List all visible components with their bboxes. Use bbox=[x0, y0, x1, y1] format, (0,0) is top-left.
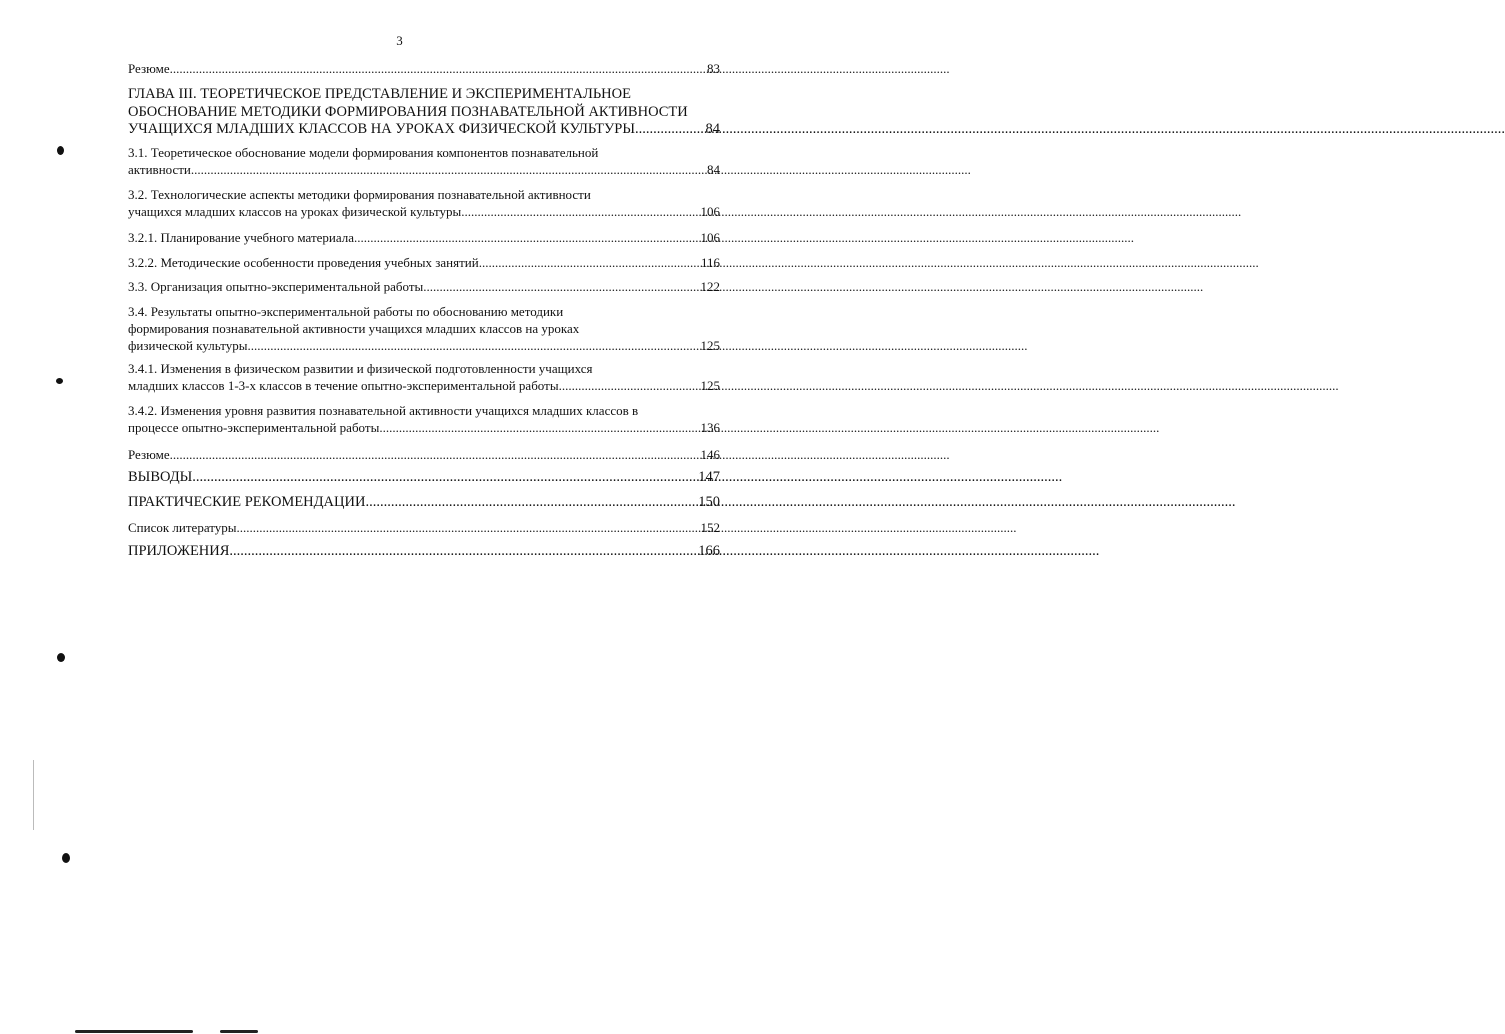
toc-entry-title: младших классов 1-3-х классов в течение опытно-экспериментальной работы bbox=[128, 378, 559, 393]
scan-speck bbox=[56, 378, 63, 384]
toc-entry-3-2[interactable] bbox=[128, 186, 720, 220]
toc-entry-title: ПРИЛОЖЕНИЯ bbox=[128, 543, 230, 559]
toc-entry-title: Резюме bbox=[128, 447, 170, 462]
toc-entry-chapter-3[interactable] bbox=[128, 86, 720, 139]
toc-entry-title: УЧАЩИХСЯ МЛАДШИХ КЛАССОВ НА УРОКАХ ФИЗИЧЕСКОЙ КУЛЬТУРЫ bbox=[128, 121, 635, 137]
toc-entry-recommendations[interactable] bbox=[128, 494, 720, 512]
toc-entry-summary-1[interactable] bbox=[128, 60, 720, 77]
scan-bottom-edge bbox=[75, 1030, 193, 1033]
toc-entry-title: активности bbox=[128, 162, 191, 177]
toc-entry-title: процессе опытно-экспериментальной работы bbox=[128, 420, 380, 435]
toc-entry-3-3[interactable] bbox=[128, 278, 720, 295]
scan-speck bbox=[62, 853, 70, 863]
leader-dots bbox=[365, 494, 698, 512]
toc-entry-line: формирования познавательной активности учащихся младших классов на уроках bbox=[128, 321, 580, 336]
toc-entry-summary-2[interactable] bbox=[128, 446, 720, 463]
leader-dots bbox=[479, 254, 701, 271]
leader-dots bbox=[229, 543, 698, 561]
toc-page-number: 136 bbox=[700, 420, 720, 435]
toc-entry-title: учащихся младших классов на уроках физической культуры bbox=[128, 204, 462, 219]
leader-dots bbox=[192, 469, 698, 487]
leader-dots bbox=[379, 419, 700, 436]
toc-entry-line: ОБОСНОВАНИЕ МЕТОДИКИ ФОРМИРОВАНИЯ ПОЗНАВАТЕЛЬНОЙ АКТИВНОСТИ bbox=[128, 103, 688, 120]
toc-page-number: 106 bbox=[700, 204, 720, 219]
toc-page-number: 116 bbox=[700, 255, 720, 270]
toc-entry-title: ПРАКТИЧЕСКИЕ РЕКОМЕНДАЦИИ bbox=[128, 494, 366, 510]
scan-speck bbox=[57, 653, 65, 662]
toc-entry-line: 3.2. Технологические аспекты методики формирования познавательной активности bbox=[128, 187, 591, 202]
toc-page-number: 146 bbox=[700, 447, 720, 462]
toc-entry-title: 3.3. Организация опытно-экспериментальной работы bbox=[128, 279, 424, 294]
leader-dots bbox=[170, 446, 701, 463]
scan-edge-line bbox=[33, 760, 34, 830]
leader-dots bbox=[191, 161, 707, 178]
toc-page-number: 106 bbox=[700, 230, 720, 245]
toc-entry-3-4[interactable] bbox=[128, 303, 720, 354]
toc-entry-line: 3.4.2. Изменения уровня развития познавательной активности учащихся младших классов в bbox=[128, 403, 639, 418]
toc-entry-appendices[interactable] bbox=[128, 543, 720, 561]
toc-entry-line: 3.4. Результаты опытно-экспериментальной работы по обоснованию методики bbox=[128, 304, 564, 319]
page-number: 3 bbox=[396, 33, 403, 48]
toc-page-number: 84 bbox=[705, 121, 720, 137]
toc-entry-line: ГЛАВА III. ТЕОРЕТИЧЕСКОЕ ПРЕДСТАВЛЕНИЕ И ЭКСПЕРИМЕНТАЛЬНОЕ bbox=[128, 86, 631, 102]
leader-dots bbox=[170, 60, 707, 77]
toc-page-number: 122 bbox=[700, 279, 720, 294]
toc-entry-title: ВЫВОДЫ bbox=[128, 469, 193, 485]
leader-dots bbox=[635, 121, 706, 139]
leader-dots bbox=[423, 278, 700, 295]
toc-page-number: 83 bbox=[707, 61, 720, 76]
toc-page-number: 125 bbox=[700, 338, 720, 353]
leader-dots bbox=[247, 337, 700, 354]
toc-page-number: 150 bbox=[698, 494, 720, 510]
toc-entry-3-2-2[interactable] bbox=[128, 254, 720, 271]
toc-entry-3-1[interactable] bbox=[128, 144, 720, 178]
toc-entry-title: 3.2.2. Методические особенности проведения учебных занятий bbox=[128, 255, 479, 270]
toc-entry-title: Список литературы bbox=[128, 520, 237, 535]
toc-entry-3-4-1[interactable] bbox=[128, 360, 720, 394]
leader-dots bbox=[461, 203, 700, 220]
toc-entry-title: 3.2.1. Планирование учебного материала bbox=[128, 230, 354, 245]
scan-speck bbox=[57, 146, 64, 155]
scan-bottom-edge bbox=[220, 1030, 258, 1033]
toc-page-number: 166 bbox=[698, 543, 720, 559]
toc-page-number: 125 bbox=[700, 378, 720, 393]
leader-dots bbox=[559, 377, 701, 394]
toc-entry-line: 3.4.1. Изменения в физическом развитии и физической подготовленности учащихся bbox=[128, 361, 593, 376]
leader-dots bbox=[237, 519, 701, 536]
toc-entry-bibliography[interactable] bbox=[128, 519, 720, 536]
toc-entry-3-2-1[interactable] bbox=[128, 229, 720, 246]
leader-dots bbox=[354, 229, 701, 246]
toc-page-number: 152 bbox=[700, 520, 720, 535]
toc-entry-3-4-2[interactable] bbox=[128, 402, 720, 436]
toc-page-number: 147 bbox=[698, 469, 720, 485]
toc-entry-line: 3.1. Теоретическое обоснование модели формирования компонентов познавательной bbox=[128, 145, 599, 160]
toc-entry-conclusions[interactable] bbox=[128, 469, 720, 487]
toc-entry-title: физической культуры bbox=[128, 338, 248, 353]
toc-entry-title: Резюме bbox=[128, 61, 170, 76]
toc-page-number: 84 bbox=[707, 162, 720, 177]
